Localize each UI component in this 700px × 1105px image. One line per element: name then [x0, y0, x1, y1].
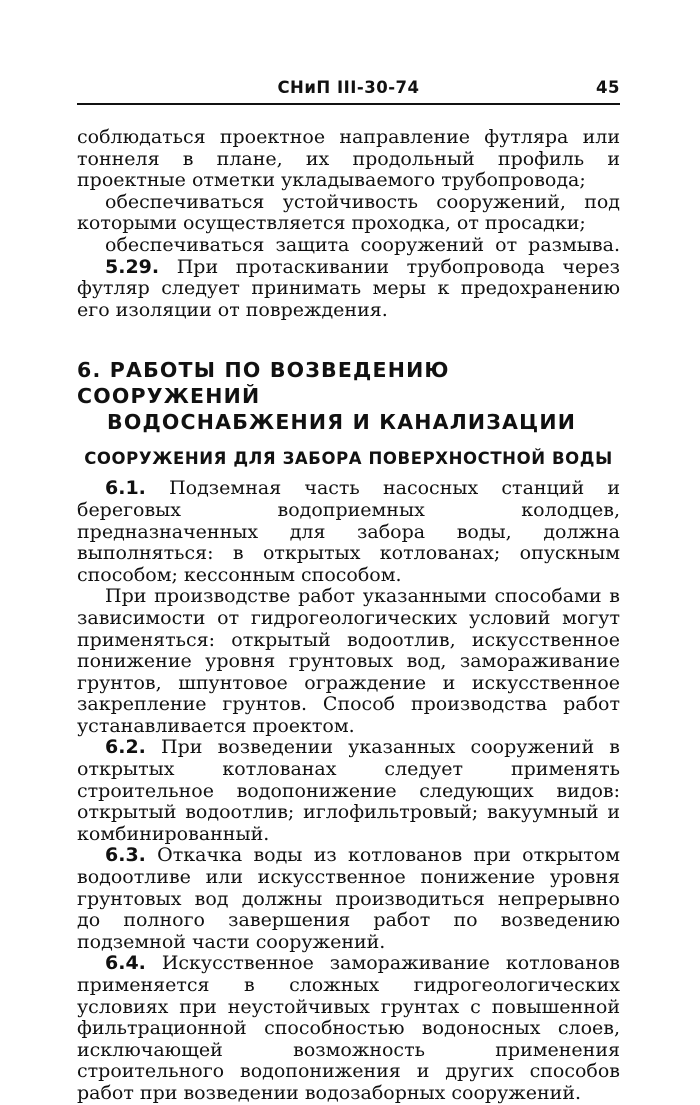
- section-title-line-1: 6. РАБОТЫ ПО ВОЗВЕДЕНИЮ СООРУЖЕНИЙ: [77, 358, 450, 409]
- clause-number: 6.4.: [105, 952, 146, 975]
- intro-paragraph-1: соблюдаться проектное направление футляра или тоннеля в плане, их продольный профиль и проектные отметки укладываемого трубопровода;: [77, 126, 620, 192]
- clause-number: 6.2.: [105, 736, 146, 759]
- subsection-title: СООРУЖЕНИЯ ДЛЯ ЗАБОРА ПОВЕРХНОСТНОЙ ВОДЫ: [84, 449, 613, 469]
- clause-text: При протаскивании трубопровода через футляр следует принимать меры к предохранению его изоляции от повреждения.: [77, 255, 620, 321]
- clause-number: 5.29.: [105, 255, 160, 278]
- page-number: 45: [596, 78, 620, 97]
- clause-text: Подземная часть насосных станций и береговых водоприемных колодцев, предназначенных для забора воды, должна выполняться: в открытых котлованах; опускным способом; кессонным способом.: [77, 477, 620, 586]
- clause-number: 6.3.: [105, 844, 146, 867]
- section-title: [77, 357, 620, 435]
- clause-6-2: [77, 737, 620, 845]
- running-head: [77, 78, 620, 105]
- intro-paragraph-3: обеспечиваться защита сооружений от размыва.: [105, 233, 620, 256]
- clause-number: 6.1.: [105, 477, 146, 500]
- clause-text: Откачка воды из котлованов при открытом водоотливе или искусственное понижение уровня грунтовых вод должны производиться непрерывно до полного завершения работ по возведению подземной части сооружений.: [77, 844, 620, 953]
- clause-text: При возведении указанных сооружений в открытых котлованах следует применять строительное водопонижение следующих видов: открытый водоотлив; иглофильтровый; вакуумный и комбинированный.: [77, 736, 620, 845]
- clause-6-4: [77, 953, 620, 1104]
- clause-6-1: [77, 478, 620, 586]
- section-title-line-2: ВОДОСНАБЖЕНИЯ И КАНАЛИЗАЦИИ: [107, 410, 577, 435]
- clause-6-1-paragraph-2: При производстве работ указанными способами в зависимости от гидрогеологических условий могут применяться: открытый водоотлив, искусственное понижение уровня грунтовых вод, замораживание грунтов, шпунтовое ограждение и искусственное закрепление грунтов. Способ производства работ устанавливается проектом.: [77, 585, 620, 737]
- document-code: СНиП III-30-74: [277, 78, 420, 97]
- clause-5-29: [77, 257, 620, 322]
- intro-paragraph-2: обеспечиваться устойчивость сооружений, под которыми осуществляется проходка, от просадки;: [77, 190, 620, 235]
- clause-6-3: [77, 845, 620, 953]
- clause-text: Искусственное замораживание котлованов применяется в сложных гидрогеологических условиях при неустойчивых грунтах с повышенной фильтрационной способностью водоносных слоев, исключающей возможность применения строительного водопонижения и других способов работ при возведении водозаборных сооружений.: [77, 952, 620, 1104]
